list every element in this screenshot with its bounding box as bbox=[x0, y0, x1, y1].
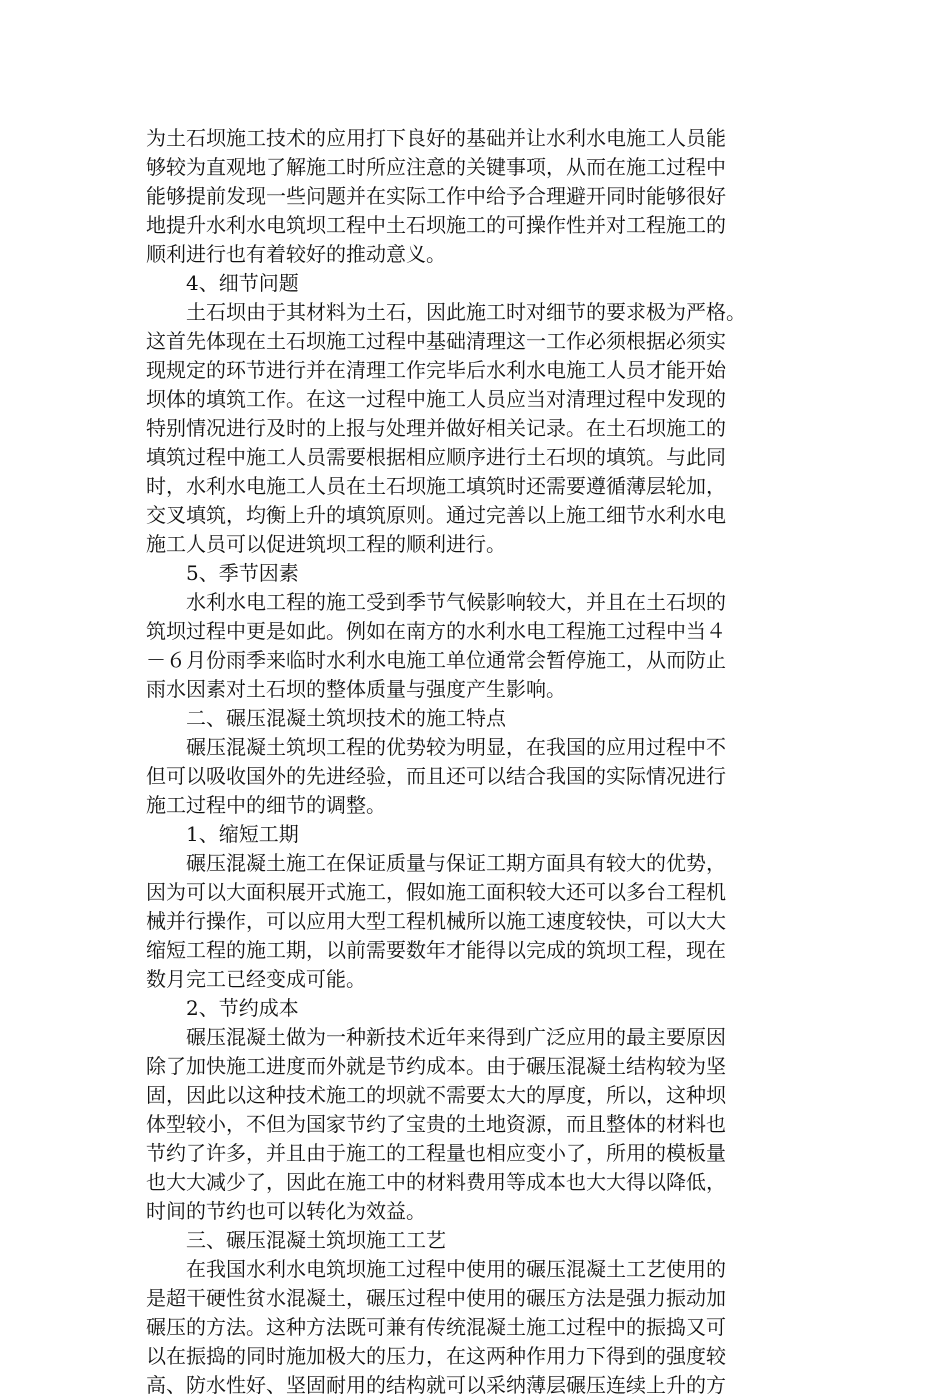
body-line: 时，水利水电施工人员在土石坝施工填筑时还需要遵循薄层轮加， bbox=[146, 474, 726, 498]
body-line: 能够提前发现一些问题并在实际工作中给予合理避开同时能够很好 bbox=[146, 184, 726, 208]
body-line: 特别情况进行及时的上报与处理并做好相关记录。在土石坝施工的 bbox=[146, 416, 726, 440]
paragraph-first-line: 碾压混凝土施工在保证质量与保证工期方面具有较大的优势， bbox=[186, 851, 726, 875]
body-line: －６月份雨季来临时水利水电施工单位通常会暂停施工，从而防止 bbox=[146, 648, 726, 672]
body-line: 固，因此以这种技术施工的坝就不需要太大的厚度，所以，这种坝 bbox=[146, 1083, 726, 1107]
paragraph-first-line: 在我国水利水电筑坝施工过程中使用的碾压混凝土工艺使用的 bbox=[186, 1257, 726, 1281]
body-line: 也大大减少了，因此在施工中的材料费用等成本也大大得以降低， bbox=[146, 1170, 726, 1194]
body-line: 械并行操作，可以应用大型工程机械所以施工速度较快，可以大大 bbox=[146, 909, 726, 933]
section-heading: 2、节约成本 bbox=[186, 996, 299, 1020]
body-line: 为土石坝施工技术的应用打下良好的基础并让水利水电施工人员能 bbox=[146, 126, 726, 150]
body-line: 这首先体现在土石坝施工过程中基础清理这一工作必须根据必须实 bbox=[146, 329, 726, 353]
body-line: 时间的节约也可以转化为效益。 bbox=[146, 1199, 426, 1223]
body-line: 施工过程中的细节的调整。 bbox=[146, 793, 386, 817]
body-line: 以在振捣的同时施加极大的压力，在这两种作用力下得到的强度较 bbox=[146, 1344, 726, 1368]
paragraph-first-line: 碾压混凝土做为一种新技术近年来得到广泛应用的最主要原因 bbox=[186, 1025, 726, 1049]
body-line: 现规定的环节进行并在清理工作完毕后水利水电施工人员才能开始 bbox=[146, 358, 726, 382]
body-line: 交叉填筑，均衡上升的填筑原则。通过完善以上施工细节水利水电 bbox=[146, 503, 726, 527]
body-line: 坝体的填筑工作。在这一过程中施工人员应当对清理过程中发现的 bbox=[146, 387, 726, 411]
body-line: 因为可以大面积展开式施工，假如施工面积较大还可以多台工程机 bbox=[146, 880, 726, 904]
body-line: 数月完工已经变成可能。 bbox=[146, 967, 366, 991]
section-heading: 二、碾压混凝土筑坝技术的施工特点 bbox=[186, 706, 506, 730]
body-line: 施工人员可以促进筑坝工程的顺利进行。 bbox=[146, 532, 506, 556]
body-line: 顺利进行也有着较好的推动意义。 bbox=[146, 242, 446, 266]
body-line: 够较为直观地了解施工时所应注意的关键事项，从而在施工过程中 bbox=[146, 155, 726, 179]
body-line: 填筑过程中施工人员需要根据相应顺序进行土石坝的填筑。与此同 bbox=[146, 445, 726, 469]
body-line: 地提升水利水电筑坝工程中土石坝施工的可操作性并对工程施工的 bbox=[146, 213, 726, 237]
section-heading: 三、碾压混凝土筑坝施工工艺 bbox=[186, 1228, 446, 1252]
body-line: 雨水因素对土石坝的整体质量与强度产生影响。 bbox=[146, 677, 566, 701]
body-line: 碾压的方法。这种方法既可兼有传统混凝土施工过程中的振捣又可 bbox=[146, 1315, 726, 1339]
body-line: 除了加快施工进度而外就是节约成本。由于碾压混凝土结构较为坚 bbox=[146, 1054, 726, 1078]
body-line: 体型较小，不但为国家节约了宝贵的土地资源，而且整体的材料也 bbox=[146, 1112, 726, 1136]
body-line: 但可以吸收国外的先进经验，而且还可以结合我国的实际情况进行 bbox=[146, 764, 726, 788]
paragraph-first-line: 水利水电工程的施工受到季节气候影响较大，并且在土石坝的 bbox=[186, 590, 726, 614]
body-line: 高、防水性好、坚固耐用的结构就可以采纳薄层碾压连续上升的方 bbox=[146, 1373, 726, 1397]
document-page bbox=[146, 124, 806, 1400]
section-heading: 4、细节问题 bbox=[186, 271, 299, 295]
body-line: 节约了许多，并且由于施工的工程量也相应变小了，所用的模板量 bbox=[146, 1141, 726, 1165]
section-heading: 5、季节因素 bbox=[186, 561, 299, 585]
body-line: 是超干硬性贫水混凝土，碾压过程中使用的碾压方法是强力振动加 bbox=[146, 1286, 726, 1310]
body-line: 筑坝过程中更是如此。例如在南方的水利水电工程施工过程中当４ bbox=[146, 619, 726, 643]
paragraph-first-line: 土石坝由于其材料为土石，因此施工时对细节的要求极为严格。 bbox=[186, 300, 746, 324]
body-line: 缩短工程的施工期，以前需要数年才能得以完成的筑坝工程，现在 bbox=[146, 938, 726, 962]
paragraph-first-line: 碾压混凝土筑坝工程的优势较为明显，在我国的应用过程中不 bbox=[186, 735, 726, 759]
section-heading: 1、缩短工期 bbox=[186, 822, 299, 846]
